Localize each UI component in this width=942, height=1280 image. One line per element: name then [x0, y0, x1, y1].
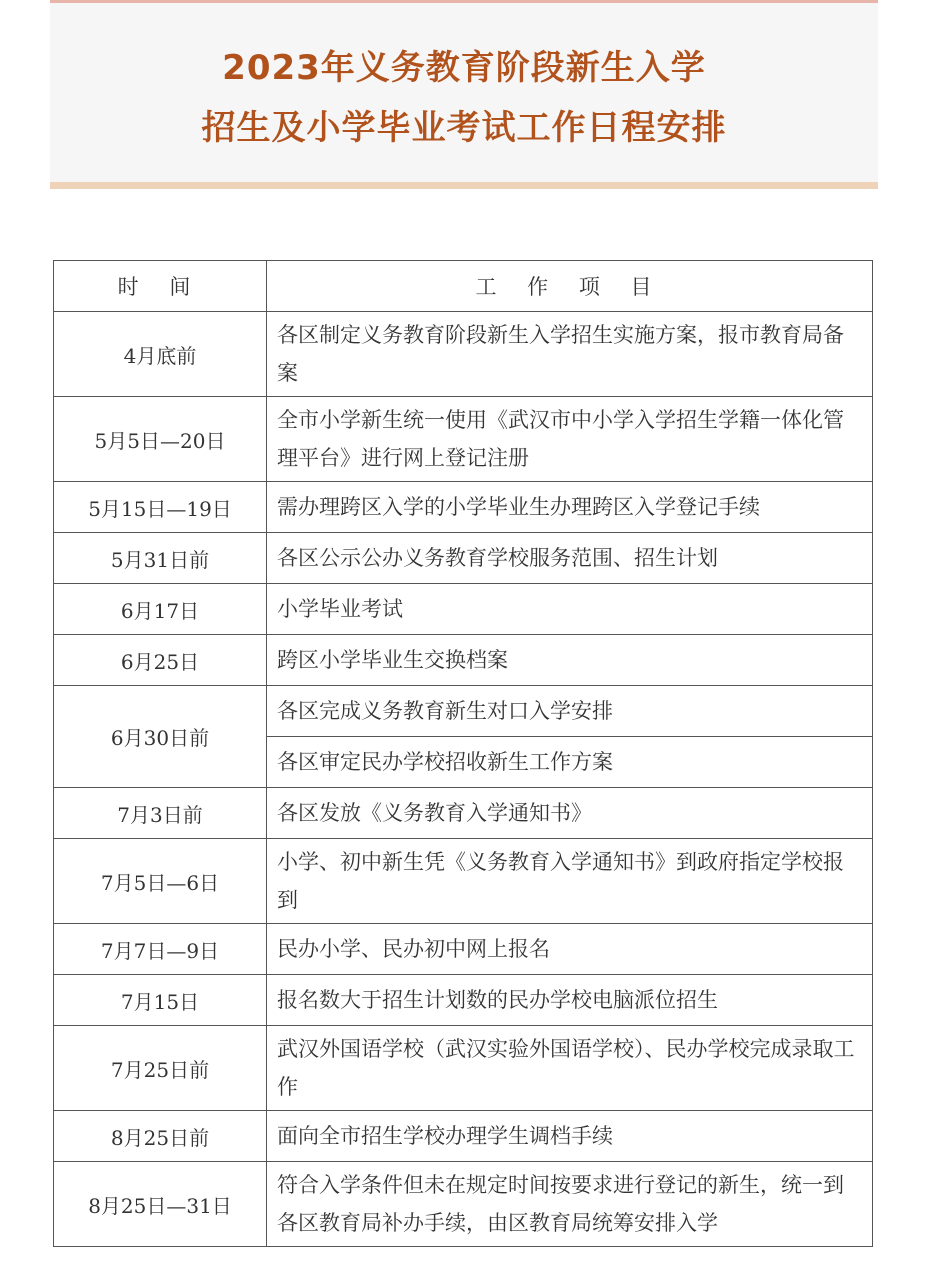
row-time: 7月15日: [54, 975, 267, 1026]
table-row: [54, 924, 873, 975]
row-item: 小学、初中新生凭《义务教育入学通知书》到政府指定学校报到: [267, 839, 873, 924]
row-item: 武汉外国语学校（武汉实验外国语学校）、民办学校完成录取工作: [267, 1026, 873, 1111]
header-band: [50, 0, 878, 182]
row-item: 跨区小学毕业生交换档案: [267, 635, 873, 686]
row-time: 5月5日—20日: [54, 397, 267, 482]
row-item: 需办理跨区入学的小学毕业生办理跨区入学登记手续: [267, 482, 873, 533]
table-row: [54, 584, 873, 635]
row-time: 7月7日—9日: [54, 924, 267, 975]
table-row: [54, 975, 873, 1026]
row-time: 7月25日前: [54, 1026, 267, 1111]
row-item: 各区审定民办学校招收新生工作方案: [267, 737, 873, 788]
page-title-line1: 2023年义务教育阶段新生入学: [222, 48, 706, 88]
header-accent-line: [50, 182, 878, 189]
row-item: 报名数大于招生计划数的民办学校电脑派位招生: [267, 975, 873, 1026]
table-row: [54, 533, 873, 584]
row-item: 各区制定义务教育阶段新生入学招生实施方案，报市教育局备案: [267, 312, 873, 397]
row-time: 8月25日—31日: [54, 1162, 267, 1247]
column-header-time: 时 间: [54, 261, 267, 312]
column-header-work-item: 工 作 项 目: [267, 261, 873, 312]
row-time: 6月17日: [54, 584, 267, 635]
row-time: 7月3日前: [54, 788, 267, 839]
table-row: [54, 397, 873, 482]
row-item: 符合入学条件但未在规定时间按要求进行登记的新生，统一到各区教育局补办手续，由区教育局统筹安排入学: [267, 1162, 873, 1247]
page-title-line2: 招生及小学毕业考试工作日程安排: [201, 108, 727, 148]
row-time: 5月31日前: [54, 533, 267, 584]
table-row: [54, 1026, 873, 1111]
row-item: 各区完成义务教育新生对口入学安排: [267, 686, 873, 737]
row-item: 各区发放《义务教育入学通知书》: [267, 788, 873, 839]
header-top-line: [50, 0, 878, 3]
row-item: 民办小学、民办初中网上报名: [267, 924, 873, 975]
row-item: 面向全市招生学校办理学生调档手续: [267, 1111, 873, 1162]
row-time: 6月30日前: [54, 686, 267, 788]
table-row: [54, 312, 873, 397]
table-header-row: [54, 261, 873, 312]
row-item: 全市小学新生统一使用《武汉市中小学入学招生学籍一体化管理平台》进行网上登记注册: [267, 397, 873, 482]
row-item: 小学毕业考试: [267, 584, 873, 635]
table-row: [54, 1162, 873, 1247]
table-row: [54, 482, 873, 533]
table-row: [54, 686, 873, 737]
row-time: 4月底前: [54, 312, 267, 397]
table-row: [54, 1111, 873, 1162]
schedule-table: [53, 260, 873, 1247]
row-time: 5月15日—19日: [54, 482, 267, 533]
row-time: 6月25日: [54, 635, 267, 686]
row-time: 7月5日—6日: [54, 839, 267, 924]
row-item: 各区公示公办义务教育学校服务范围、招生计划: [267, 533, 873, 584]
row-time: 8月25日前: [54, 1111, 267, 1162]
table-row: [54, 635, 873, 686]
table-row: [54, 788, 873, 839]
table-row: [54, 839, 873, 924]
